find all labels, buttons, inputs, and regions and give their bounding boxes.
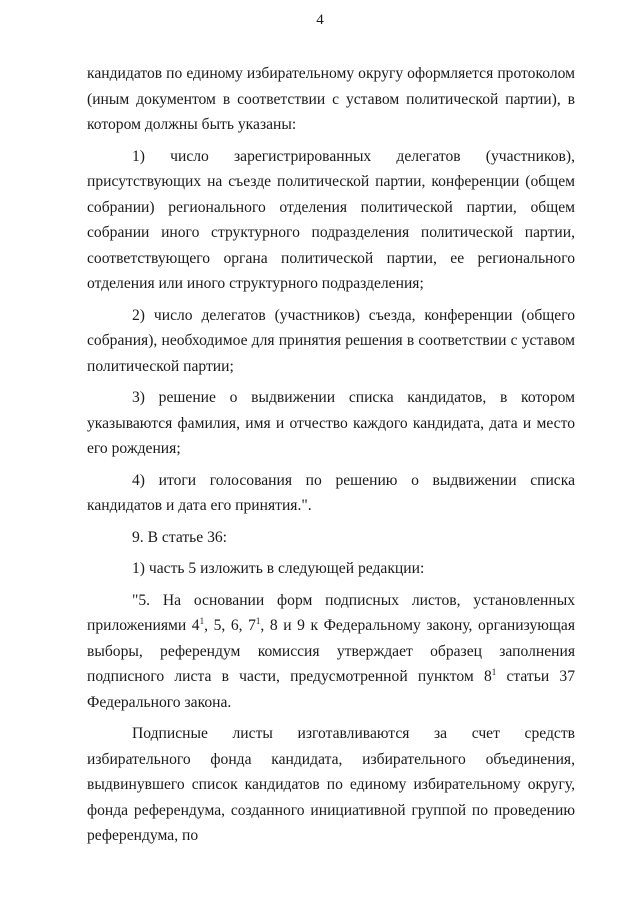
text-run: , 8 и 9 к Федеральному закону, организующая выборы, референдум комиссия утверждает образец заполнения подписного листа в части, предусмотренной пунктом 8 xyxy=(87,617,575,685)
paragraph-part-5: 1) часть 5 изложить в следующей редакции: xyxy=(132,560,425,577)
paragraph-intro: кандидатов по единому избирательному округу оформляется протоколом (иным документом в соответствии с уставом политической партии), в котором должны быть указаны: xyxy=(87,65,575,133)
text-run: , 5, 6, 7 xyxy=(204,617,256,634)
text-run: "5. На основании форм подписных листов, установленных приложениями 4 xyxy=(87,591,575,634)
paragraph-quoted-part-5 xyxy=(87,588,575,716)
text-run: статьи 37 Федерального закона. xyxy=(87,668,576,711)
superscript: 1 xyxy=(491,667,497,677)
paragraph-signature-sheets: Подписные листы изготавливаются за счет средств избирательного фонда кандидата, избирательного объединения, выдвинувшего список кандидатов по единому избирательному округу, фонда референдума, созданного инициативной группой по проведению референдума, по xyxy=(87,725,575,844)
paragraph-item-4: 4) итоги голосования по решению о выдвижении списка кандидатов и дата его принятия.". xyxy=(87,471,575,514)
document-body xyxy=(87,61,575,855)
superscript: 1 xyxy=(199,616,205,626)
paragraph-item-2: 2) число делегатов (участников) съезда, конференции (общего собрания), необходимое для принятия решения в соответствии с уставом политической партии; xyxy=(87,306,575,375)
paragraph-item-3: 3) решение о выдвижении списка кандидатов, в котором указываются фамилия, имя и отчество каждого кандидата, дата и место его рождения; xyxy=(87,389,575,457)
paragraph-article-36: 9. В статье 36: xyxy=(132,528,228,546)
superscript: 1 xyxy=(255,616,261,626)
paragraph-item-1: 1) число зарегистрированных делегатов (участников), присутствующих на съезде политической партии, конференции (общем собрании) регионального отделения политической партии, общем собрании иного структурного подразделения политической партии, соответствующего органа политической партии, ее регионального отделения или иного структурного подразделения; xyxy=(87,147,575,292)
page-number: 4 xyxy=(316,12,324,28)
